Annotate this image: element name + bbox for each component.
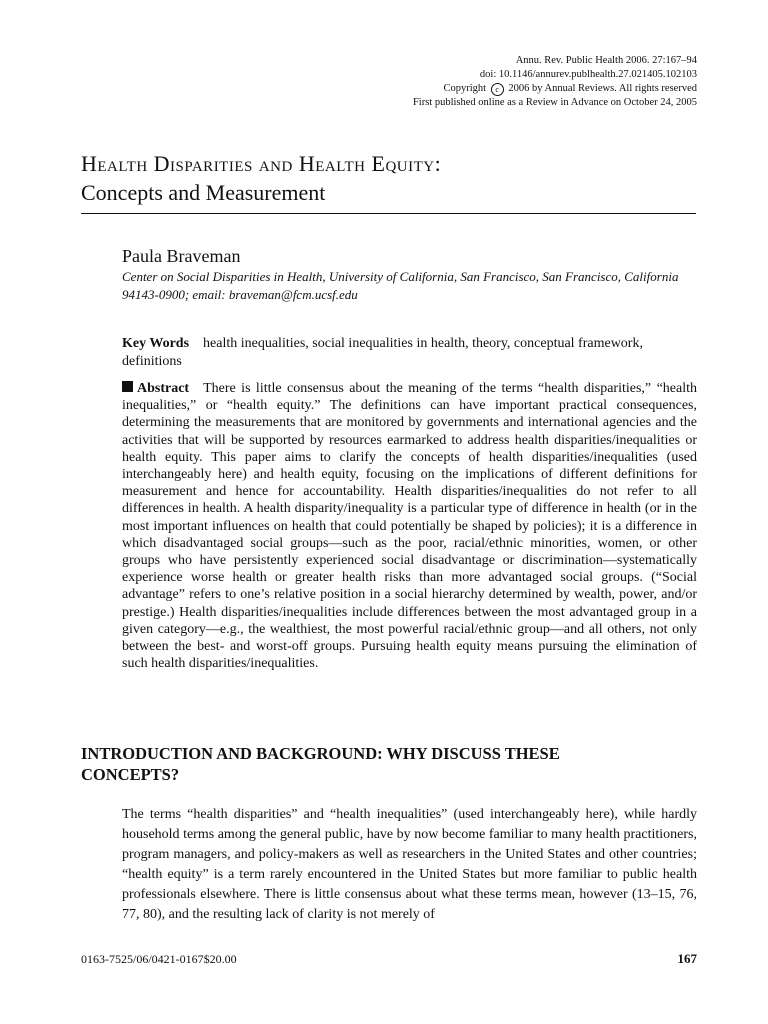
author-affiliation: Center on Social Disparities in Health, University of California, San Francisco, San Francisco, California 94143-0900; email: braveman@fcm.ucsf.edu [122, 269, 679, 302]
article-title: Health Disparities and Health Equity: [81, 151, 442, 176]
keywords-text: health inequalities, social inequalities in health, theory, conceptual framework, definitions [122, 336, 643, 369]
section-heading: INTRODUCTION AND BACKGROUND: WHY DISCUSS THESE CONCEPTS? [81, 744, 560, 784]
intro-paragraph: The terms “health disparities” and “health inequalities” (used interchangeably here), while hardly household terms among the general public, have by now become familiar to many health practitioners, program managers, and policy-makers as well as researchers in the United States and other countries; “health equity” is a term rarely encountered in the United States but more familiar to public health professionals elsewhere. There is little consensus about what these terms mean, however (13–15, 76, 77, 80), and the resulting lack of clarity is not merely of [122, 807, 697, 923]
journal-header [413, 54, 697, 110]
doi-line: doi: 10.1146/annurev.publhealth.27.021405.102103 [479, 69, 697, 80]
copyright-icon: c [491, 83, 504, 96]
journal-citation: Annu. Rev. Public Health 2006. 27:167–94 [515, 55, 697, 66]
published-line: First published online as a Review in Advance on October 24, 2005 [412, 97, 697, 108]
abstract [122, 380, 697, 672]
author-name: Paula Braveman [122, 246, 241, 266]
copyright-text: 2006 by Annual Reviews. All rights reserved [508, 83, 697, 94]
abstract-text: There is little consensus about the meaning of the terms “health disparities,” “health inequalities,” or “health equity.” The definitions can have important practical consequences, determining the measurements that are monitored by governments and international agencies and the activities that will be supported by resources earmarked to address health disparities/inequalities or health equity. This paper aims to clarify the concepts of health disparities/inequalities (used interchangeably here) and health equity, focusing on the implications of different definitions for measurement and hence for accountability. Health disparities/inequalities do not refer to all differences in health. A health disparity/inequality is a particular type of difference in health (or in the most important influences on health that could potentially be shaped by policies); it is a difference in which disadvantaged social groups—such as the poor, racial/ethnic minorities, women, or other groups who have persistently experienced social disadvantage or discrimination—systematically experience worse health or greater health risks than more advantaged social groups. (“Social advantage” refers to one’s relative position in a social hierarchy determined by wealth, power, and/or prestige.) Health disparities/inequalities include differences between the most advantaged group in a given category—e.g., the wealthiest, the most powerful racial/ethnic group—and all others, not only between the best- and worst-off groups. Pursuing health equity means pursuing the elimination of such health disparities/inequalities. [122, 381, 697, 672]
keywords-label: Key Words [122, 336, 190, 351]
page-number: 167 [677, 951, 697, 966]
square-bullet-icon [122, 381, 133, 392]
footer-code: 0163-7525/06/0421-0167$20.00 [81, 952, 237, 966]
copyright-line [413, 82, 697, 96]
abstract-label: Abstract [137, 381, 190, 396]
article-subtitle: Concepts and Measurement [81, 180, 326, 205]
copyright-prefix: Copyright [443, 83, 487, 94]
article-title-block [81, 150, 696, 214]
keywords [122, 335, 697, 371]
